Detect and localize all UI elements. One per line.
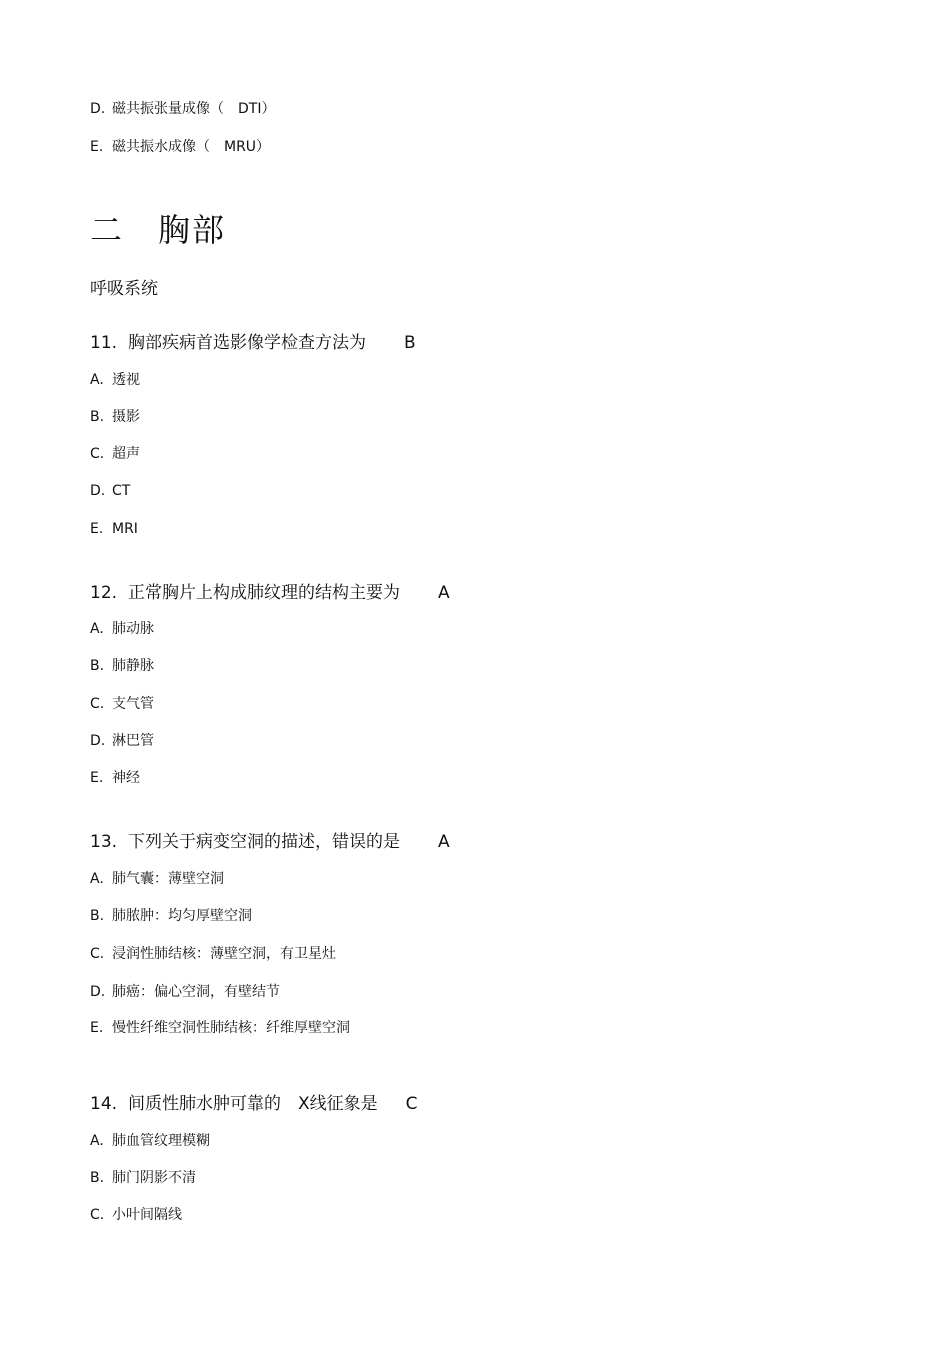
option-letter: D. — [90, 101, 106, 117]
option-text: 肺脓肿：均匀厚壁空洞 — [112, 908, 252, 924]
question-13 — [90, 830, 450, 854]
section-title: 二 胸部 — [90, 211, 227, 249]
option-text: 淋巴管 — [112, 733, 154, 749]
option-letter: E. — [90, 521, 104, 537]
option-text: 摄影 — [112, 409, 140, 425]
question-number: 14. — [90, 1094, 118, 1114]
question-14 — [90, 1092, 418, 1116]
option-11-a — [90, 370, 140, 390]
option-letter: C. — [90, 696, 105, 712]
question-answer: C — [405, 1094, 418, 1114]
question-11 — [90, 331, 416, 355]
option-12-c — [90, 694, 154, 714]
option-top-d — [90, 99, 275, 119]
option-letter: D. — [90, 483, 106, 499]
option-letter: B. — [90, 658, 105, 674]
option-13-a — [90, 869, 224, 889]
option-text: 肺动脉 — [112, 621, 154, 637]
question-text: 下列关于病变空洞的描述，错误的是 — [128, 832, 400, 852]
option-text: 磁共振水成像（ MRU） — [112, 139, 271, 155]
option-14-c — [90, 1205, 182, 1225]
option-12-d — [90, 731, 154, 751]
option-letter: B. — [90, 908, 105, 924]
option-14-b — [90, 1168, 196, 1188]
option-text: 浸润性肺结核：薄壁空洞，有卫星灶 — [112, 946, 336, 962]
option-12-a — [90, 619, 154, 639]
option-letter: A. — [90, 1133, 104, 1149]
option-text: 超声 — [112, 446, 140, 462]
option-text: 肺门阴影不清 — [112, 1170, 196, 1186]
option-text: 小叶间隔线 — [112, 1207, 182, 1223]
option-11-d — [90, 481, 130, 501]
option-14-a — [90, 1131, 210, 1151]
question-number: 11. — [90, 333, 118, 353]
option-letter: C. — [90, 446, 105, 462]
subsection-title: 呼吸系统 — [90, 279, 158, 299]
question-text: 间质性肺水肿可靠的 X线征象是 — [128, 1094, 378, 1114]
option-top-e — [90, 137, 270, 157]
question-answer: B — [404, 333, 416, 353]
option-letter: A. — [90, 871, 104, 887]
option-text: 支气管 — [112, 696, 154, 712]
option-letter: E. — [90, 1020, 104, 1036]
question-text: 胸部疾病首选影像学检查方法为 — [128, 333, 366, 353]
option-13-c — [90, 944, 336, 964]
option-text: 肺血管纹理模糊 — [112, 1133, 210, 1149]
option-letter: D. — [90, 733, 106, 749]
option-text: 肺癌：偏心空洞，有壁结节 — [112, 984, 280, 1000]
question-answer: A — [438, 583, 450, 603]
option-11-b — [90, 407, 140, 427]
option-letter: E. — [90, 139, 104, 155]
option-text: 磁共振张量成像（ DTI） — [112, 101, 276, 117]
question-text: 正常胸片上构成肺纹理的结构主要为 — [128, 583, 400, 603]
question-number: 12. — [90, 583, 118, 603]
option-text: 神经 — [112, 770, 140, 786]
option-text: 肺气囊：薄壁空洞 — [112, 871, 224, 887]
option-letter: A. — [90, 372, 104, 388]
option-text: CT — [112, 483, 131, 499]
option-text: 慢性纤维空洞性肺结核：纤维厚壁空洞 — [112, 1020, 350, 1036]
option-13-d — [90, 982, 280, 1002]
question-number: 13. — [90, 832, 118, 852]
option-letter: C. — [90, 1207, 105, 1223]
option-letter: E. — [90, 770, 104, 786]
question-answer: A — [438, 832, 450, 852]
option-letter: A. — [90, 621, 104, 637]
option-13-b — [90, 906, 252, 926]
question-12 — [90, 581, 450, 605]
option-letter: B. — [90, 1170, 105, 1186]
option-letter: B. — [90, 409, 105, 425]
option-letter: D. — [90, 984, 106, 1000]
option-11-e — [90, 519, 138, 539]
option-letter: C. — [90, 946, 105, 962]
option-text: 肺静脉 — [112, 658, 154, 674]
option-text: 透视 — [112, 372, 140, 388]
option-11-c — [90, 444, 140, 464]
option-12-b — [90, 656, 154, 676]
option-text: MRI — [112, 521, 138, 537]
option-13-e — [90, 1018, 350, 1038]
option-12-e — [90, 768, 140, 788]
